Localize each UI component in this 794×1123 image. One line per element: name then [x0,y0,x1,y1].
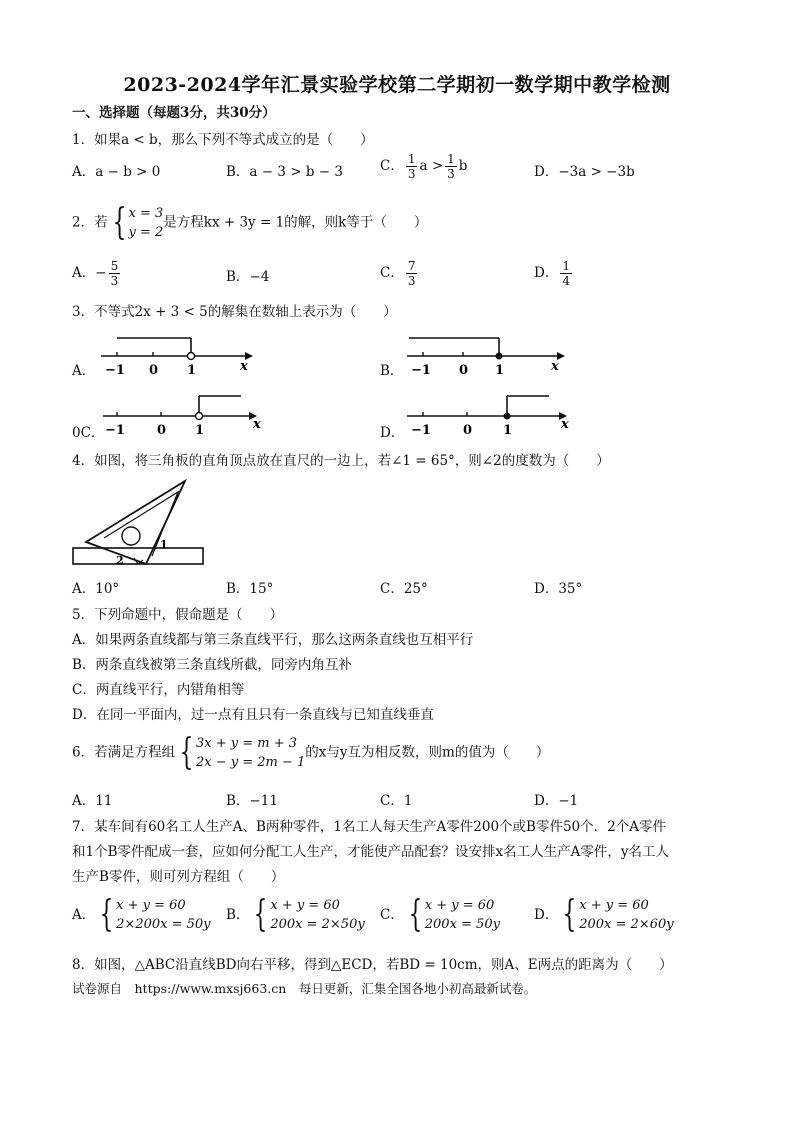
q1-c-end: b [458,158,468,174]
q7-option-d[interactable] [534,896,674,934]
q3-a-tick-m1: −1 [105,363,125,378]
q7-c-eq1: x + y = 60 [424,898,495,913]
set-square-hole [122,527,140,545]
q6-option-b[interactable]: B．−11 [226,793,278,809]
q3-option-b-label[interactable]: B． [380,363,404,379]
q6-eq1: 3x + y = m + 3 [196,736,298,751]
q3-c-tick-m1: −1 [105,423,125,438]
q7-option-a[interactable] [72,896,211,934]
q7-option-c[interactable] [380,896,500,934]
q5-option-a[interactable]: A．如果两条直线都与第三条直线平行，那么这两条直线也互相平行 [72,632,474,648]
q2-system: { x = 3 y = 2 [112,202,164,243]
q6-option-d[interactable]: D．−1 [534,793,579,809]
q6-system: { 3x + y = m + 3 2x − y = 2m − 1 [179,732,306,773]
q5-option-b[interactable]: B．两条直线被第三条直线所截，同旁内角互补 [72,657,352,673]
page-title: 2023-2024学年汇景实验学校第二学期初一数学期中教学检测 [123,74,671,96]
q1-option-a[interactable]: A．a − b > 0 [72,164,161,180]
q6-suffix: 的x与y互为相反数，则m的值为（ ） [305,744,550,761]
q4-option-b[interactable]: B．15° [226,581,274,597]
section-heading: 一、选择题（每题3分，共30分） [72,105,276,121]
q3-a-axis: x [240,359,248,374]
q4-option-c[interactable]: C．25° [380,581,428,597]
q3-d-axis: x [561,417,569,432]
question-7-line-2: 和1个B零件配成一套，应如何分配工人生产，才能使产品配套？设安排x名工人生产A零件，y名工人 [72,844,669,860]
q7-b-eq1: x + y = 60 [270,898,340,913]
q4-option-d[interactable]: D．35° [534,581,583,597]
q2-eq1: x = 3 [128,206,164,221]
q2-a-label: A． [72,265,96,281]
q3-d-tick-m1: −1 [411,423,431,438]
q7-a-label: A． [72,907,96,923]
q7-a-system: { x + y = 60 2×200x = 50y [99,894,211,935]
q3-c-tick-1: 1 [195,423,205,438]
q3-option-c-numberline[interactable] [99,392,269,438]
q2-a-frac: $\frac{5}{3}$ [110,259,119,288]
source-footer: 试卷源自 https://www.mxsj663.cn 每日更新，汇集全国各地小初高最新试卷。 [72,981,537,996]
q6-eq2: 2x − y = 2m − 1 [196,755,306,770]
q3-b-tick-0: 0 [459,363,469,378]
q2-c-label: C． [380,265,404,281]
q4-option-a[interactable]: A．10° [72,581,120,597]
q7-b-label: B． [226,907,250,923]
q3-b-axis: x [551,359,559,374]
q3-option-c-label[interactable]: 0C． [72,425,105,441]
q7-d-label: D． [534,907,559,923]
q7-b-system: { x + y = 60 200x = 2×50y [254,894,365,935]
q2-option-c[interactable] [380,259,419,288]
q2-d-label: D． [534,265,559,281]
q3-c-tick-0: 0 [157,423,167,438]
q3-d-tick-1: 1 [503,423,513,438]
q7-c-label: C． [380,907,404,923]
q3-a-tick-0: 0 [149,363,159,378]
q2-prefix: 2．若 [72,214,108,231]
q1-option-b[interactable]: B．a − 3 > b − 3 [226,164,343,180]
q7-d-eq1: x + y = 60 [579,898,649,913]
q1-c-mid: a > [419,158,444,174]
question-7-line-1: 7．某车间有60名工人生产A、B两种零件，1名工人每天生产A零件200个或B零件50个．2个A零件 [72,819,666,835]
q2-option-b[interactable]: B．−4 [226,269,270,285]
q7-c-eq2: 200x = 50y [424,917,500,932]
q3-d-tick-0: 0 [463,423,473,438]
question-7-line-3: 生产B零件，则可列方程组（ ） [72,869,285,885]
q1-option-c[interactable] [380,152,467,181]
q2-a-sign: − [95,265,107,281]
q7-d-system: { x + y = 60 200x = 2×60y [562,894,674,935]
q4-figure [70,476,210,572]
q7-a-eq1: x + y = 60 [116,898,186,913]
q7-d-eq2: 200x = 2×60y [579,917,674,932]
q7-option-b[interactable] [226,896,365,934]
q3-option-d-numberline[interactable] [403,392,575,438]
question-2-stem [72,204,427,242]
q4-angle-1-label: 1 [160,538,168,551]
question-4-stem: 4．如图，将三角板的直角顶点放在直尺的一边上，若∠1 = 65°，则∠2的度数为（ ） [72,453,610,469]
q1-c-label: C． [380,158,404,174]
q6-option-a[interactable]: A．11 [72,793,113,809]
q3-c-axis: x [253,417,261,432]
set-square-shape [86,481,185,564]
question-3-stem: 3．不等式2x + 3 < 5的解集在数轴上表示为（ ） [72,304,397,320]
question-5-stem: 5．下列命题中，假命题是（ ） [72,607,284,623]
q7-b-eq2: 200x = 2×50y [270,917,365,932]
q6-prefix: 6．若满足方程组 [72,744,176,761]
q3-b-tick-1: 1 [495,363,505,378]
q1-c-frac2: $\frac{1}{3}$ [447,152,455,181]
q2-suffix: 是方程kx + 3y = 1的解，则k等于（ ） [163,214,428,231]
q7-c-system: { x + y = 60 200x = 50y [408,894,500,935]
q2-option-d[interactable] [534,259,574,288]
q5-option-c[interactable]: C．两直线平行，内错角相等 [72,682,245,698]
q6-option-c[interactable]: C．1 [380,793,413,809]
q1-option-d[interactable]: D．−3a > −3b [534,164,635,180]
q7-a-eq2: 2×200x = 50y [116,917,211,932]
q3-option-b-numberline[interactable] [403,334,569,380]
q3-option-d-label[interactable]: D． [380,425,405,441]
q3-option-a-label[interactable]: A． [72,363,96,379]
question-8-stem: 8．如图，△ABC沿直线BD向右平移，得到△ECD，若BD = 10cm，则A、E两点的距离为（ ） [72,957,673,973]
q3-option-a-numberline[interactable] [95,334,255,380]
q3-a-tick-1: 1 [187,363,197,378]
q1-c-frac1: $\frac{1}{3}$ [407,152,416,181]
question-1-stem: 1．如果a < b，那么下列不等式成立的是（ ） [72,132,374,148]
q2-c-frac: $\frac{7}{3}$ [407,259,416,288]
q2-option-a[interactable] [72,259,122,288]
question-6-stem [72,734,549,772]
q4-angle-2-label: 2 [116,554,124,567]
q2-d-frac: $\frac{1}{4}$ [562,259,570,288]
q3-b-tick-m1: −1 [411,363,431,378]
q5-option-d[interactable]: D．在同一平面内，过一点有且只有一条直线与已知直线垂直 [72,707,434,723]
q2-eq2: y = 2 [128,225,164,240]
